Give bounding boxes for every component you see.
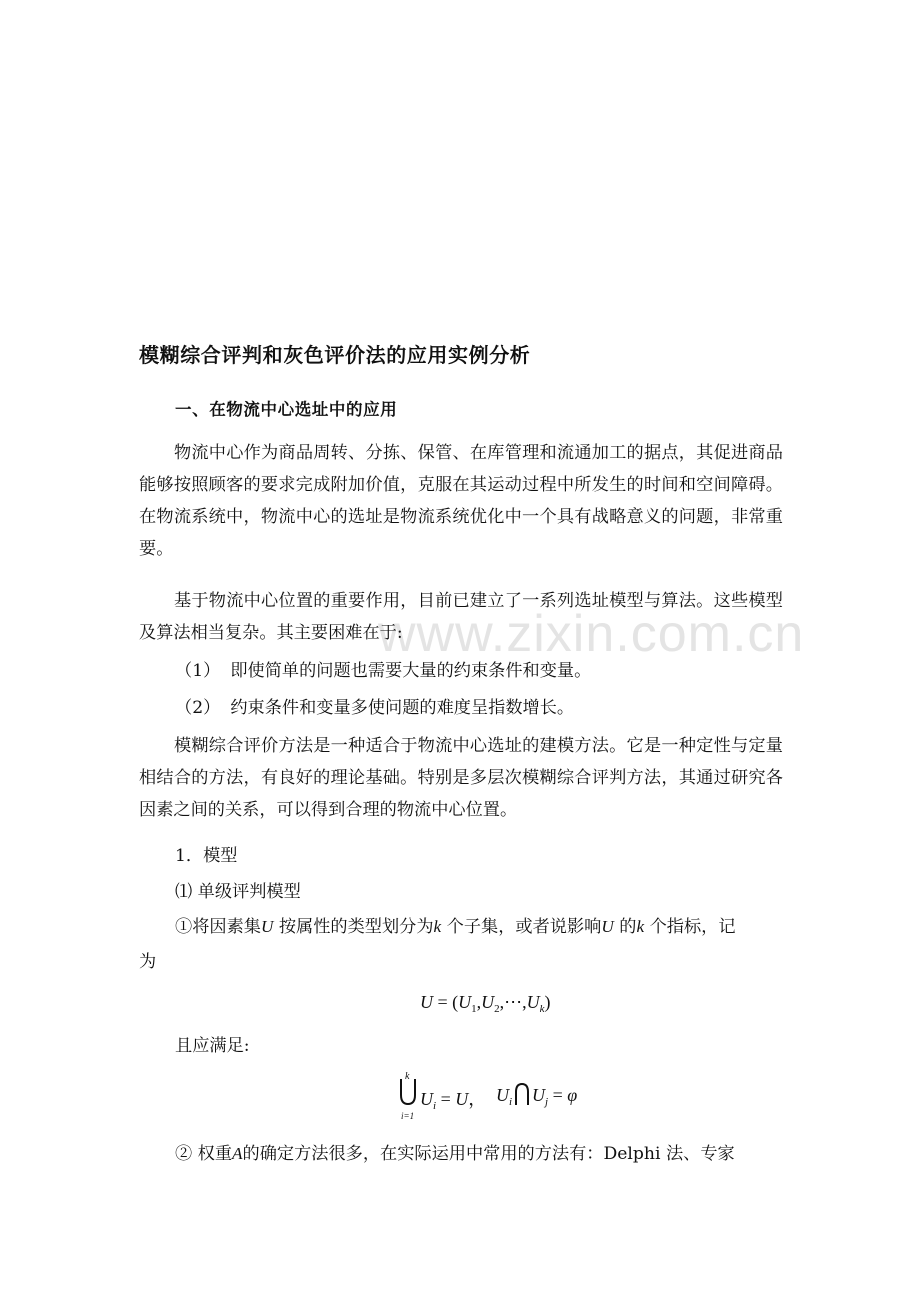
big-intersection-icon	[513, 1082, 531, 1106]
big-union-icon	[398, 1078, 418, 1106]
paragraph-1: 物流中心作为商品周转、分拣、保管、在库管理和流通加工的据点，其促进商品能够按照顾客的要求完成附加价值，克服在其运动过程中所发生的时间和空间障碍。在物流系统中，物流中心的选址是物流系统优化中一个具有战略意义的问题，非常重要。	[139, 443, 783, 559]
eq2-sub-i2: i	[509, 1096, 513, 1108]
list-item-2	[175, 692, 574, 724]
step-1-text-e: 个指标，记	[649, 917, 736, 937]
eq1-dots: ⋯	[504, 992, 523, 1012]
paragraph-3: 模糊综合评价方法是一种适合于物流中心选址的建模方法。它是一种定性与定量相结合的方法，有良好的理论基础。特别是多层次模糊综合评判方法，其通过研究各因素之间的关系，可以得到合理的物流中心位置。	[139, 736, 783, 820]
eq1-comma-3: ,	[522, 992, 527, 1012]
eq1-sub-1: 1	[471, 1003, 477, 1015]
eq1-u1: U	[458, 992, 472, 1012]
step-2-text-a: ② 权重	[175, 1144, 233, 1164]
equation-factor-set	[420, 992, 551, 1015]
step-2-text-b: 的确定方法很多，在实际运用中常用的方法有：Delphi 法、专家	[242, 1144, 735, 1164]
eq2-separator: ，	[468, 1089, 487, 1109]
eq1-close-paren: )	[544, 992, 551, 1012]
union-upper-limit: k	[405, 1071, 410, 1082]
section-heading: 一、在物流中心选址中的应用	[175, 400, 398, 419]
eq2-ui2: U	[496, 1085, 509, 1105]
eq1-comma-1: ,	[476, 992, 482, 1012]
eq2-u: U	[455, 1089, 469, 1109]
list-item-2-marker: （2）	[175, 698, 221, 718]
step-1-text-b: 按属性的类型划分为	[278, 917, 434, 937]
eq1-equals: =	[437, 992, 448, 1012]
eq2-sub-j: j	[545, 1096, 549, 1108]
equation-intersection-rhs	[532, 1085, 577, 1108]
model-heading: 1．模型	[175, 846, 238, 866]
eq2-phi: φ	[567, 1085, 578, 1105]
eq2-uj: U	[532, 1085, 545, 1105]
eq1-open-paren: (	[452, 992, 459, 1012]
eq1-sub-2: 2	[494, 1003, 500, 1015]
equation-union	[420, 1085, 486, 1112]
step-1-continuation: 为	[139, 952, 157, 972]
eq2-equals-2: =	[552, 1085, 563, 1105]
symbol-U-2: U	[601, 917, 614, 936]
eq2-ui: U	[420, 1089, 433, 1109]
satisfy-label: 且应满足:	[175, 1036, 250, 1056]
eq1-uk: U	[526, 992, 540, 1012]
list-item-1	[175, 655, 591, 687]
list-item-2-text: 约束条件和变量多使问题的难度呈指数增长。	[230, 698, 575, 718]
union-lower-limit: i=1	[401, 1111, 415, 1121]
eq1-sub-k: k	[539, 1003, 545, 1015]
watermark: www.zixin.com.cn	[378, 605, 805, 663]
step-1-text-c: 个子集，或者说影响	[446, 917, 602, 937]
symbol-k: k	[433, 917, 442, 936]
list-item-1-marker: （1）	[175, 661, 221, 681]
symbol-A: A	[232, 1144, 243, 1163]
step-1-line	[175, 911, 736, 943]
eq1-lhs: U	[420, 992, 433, 1012]
list-item-1-text: 即使简单的问题也需要大量的约束条件和变量。	[230, 661, 592, 681]
step-2-line	[175, 1138, 735, 1170]
symbol-k-2: k	[636, 917, 645, 936]
sub-heading: ⑴ 单级评判模型	[175, 882, 301, 902]
eq1-comma-2: ,	[499, 992, 505, 1012]
eq2-sub-i: i	[433, 1100, 437, 1112]
equation-intersection-lhs	[496, 1085, 512, 1108]
eq2-equals: =	[440, 1089, 451, 1109]
step-1-text-a: ①将因素集	[175, 917, 261, 937]
paragraph-2: 基于物流中心位置的重要作用，目前已建立了一系列选址模型与算法。这些模型及算法相当复杂。其主要困难在于:	[139, 591, 783, 643]
symbol-U: U	[260, 917, 274, 936]
eq1-u2: U	[481, 992, 495, 1012]
step-1-text-d: 的	[619, 917, 637, 937]
document-title: 模糊综合评判和灰色评价法的应用实例分析	[139, 343, 531, 367]
